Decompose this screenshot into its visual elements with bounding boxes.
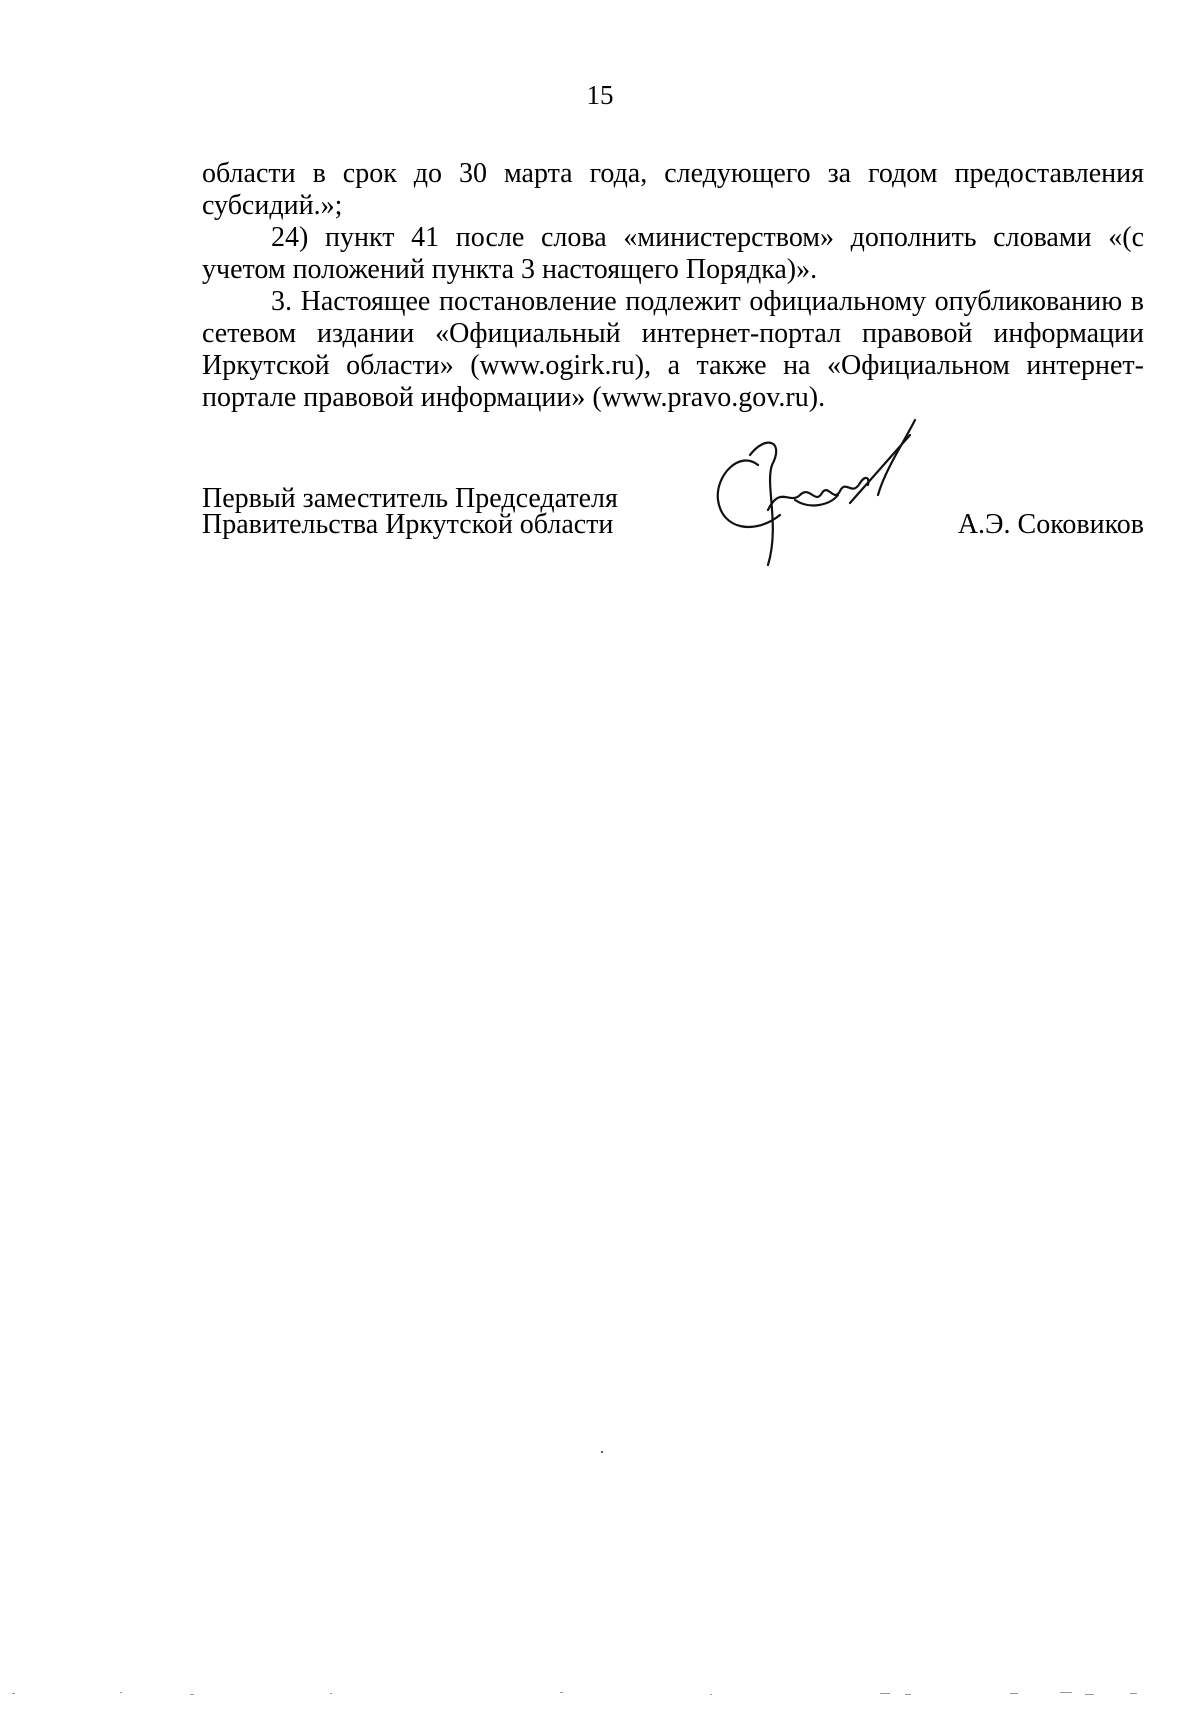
signer-name: А.Э. Соковиков	[957, 509, 1144, 540]
document-body	[202, 158, 1144, 414]
scan-speck	[601, 1451, 603, 1453]
scan-edge-noise	[0, 1690, 1200, 1698]
paragraph-publication: 3. Настоящее постановление подлежит официальному опубликованию в сетевом издании «Официальный интернет-портал правовой информации Иркутской области» (www.ogirk.ru), а также на «Официальном интернет-портале правовой информации» (www.pravo.gov.ru).	[202, 286, 1144, 413]
handwritten-signature	[710, 415, 940, 565]
signer-title	[202, 483, 618, 540]
signer-title-line-1: Первый заместитель Председателя	[202, 483, 618, 514]
page-number: 15	[586, 80, 614, 110]
signature-block	[202, 483, 1144, 586]
paragraph-continuation: области в срок до 30 марта года, следующего за годом предоставления субсидий.»;	[202, 158, 1144, 221]
paragraph-item-24: 24) пункт 41 после слова «министерством» дополнить словами «(с учетом положений пункта 3 настоящего Порядка)».	[202, 222, 1144, 285]
signer-title-line-2: Правительства Иркутской области	[202, 509, 614, 540]
